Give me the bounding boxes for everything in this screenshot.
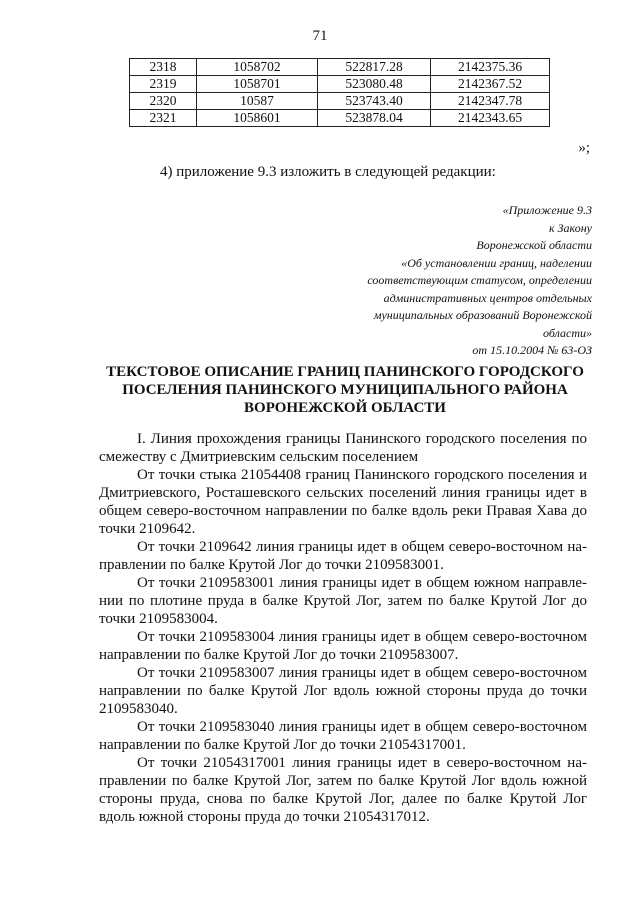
appendix-line: соответствующим статусом, определении: [367, 273, 592, 287]
table-row: [130, 59, 550, 76]
paragraph-line: От точки 2109583007 линия границы идет в общем северо-восточном: [137, 665, 587, 681]
page-number: 71: [312, 28, 328, 44]
point-id-cell: 1058702: [197, 59, 318, 76]
point-id-cell: 1058601: [197, 110, 318, 127]
table-row: [130, 76, 550, 93]
x-coordinate-cell: 523080.48: [318, 76, 431, 93]
table-row: [130, 93, 550, 110]
y-coordinate-cell: 2142375.36: [431, 59, 550, 76]
point-id-cell: 1058701: [197, 76, 318, 93]
paragraph-line: направлении по балке Крутой Лог вдоль южной стороны пруда до точки: [99, 683, 587, 699]
paragraph-line: правлении по балке Крутой Лог, затем по балке Крутой Лог вдоль южной: [99, 773, 587, 789]
paragraph-line: точки 2109642.: [99, 521, 196, 537]
appendix-line: муниципальных образований Воронежской: [373, 308, 592, 322]
point-number-cell: 2320: [130, 93, 197, 110]
paragraph-line: 2109583040.: [99, 701, 178, 717]
paragraph-line: вдоль южной стороны пруда до точки 21054317012.: [99, 809, 430, 825]
x-coordinate-cell: 523743.40: [318, 93, 431, 110]
paragraph-line: стороны пруда, снова по балке Крутой Лог, далее по балке Крутой Лог: [99, 791, 587, 807]
coordinates-table-body: [130, 59, 550, 127]
document-heading: [80, 363, 610, 417]
paragraph: [99, 664, 587, 718]
paragraph: [99, 628, 587, 664]
paragraph-line: От точки 2109583001 линия границы идет в общем южном направле-: [137, 575, 587, 591]
x-coordinate-cell: 522817.28: [318, 59, 431, 76]
appendix-line: административных центров отдельных: [383, 290, 592, 305]
x-coordinate-cell: 523878.04: [318, 110, 431, 127]
paragraph: [99, 430, 587, 466]
y-coordinate-cell: 2142367.52: [431, 76, 550, 93]
appendix-line: к Закону: [549, 220, 592, 235]
paragraph-line: I. Линия прохождения границы Панинского городского поселения по: [137, 431, 587, 447]
paragraph: [99, 538, 587, 574]
heading-line: ВОРОНЕЖСКОЙ ОБЛАСТИ: [244, 400, 446, 416]
paragraph-line: правлении по балке Крутой Лог до точки 2109583001.: [99, 557, 444, 573]
point-number-cell: 2321: [130, 110, 197, 127]
appendix-line: от 15.10.2004 № 63-ОЗ: [472, 343, 592, 357]
heading-line: ПОСЕЛЕНИЯ ПАНИНСКОГО МУНИЦИПАЛЬНОГО РАЙОНА: [122, 382, 568, 398]
appendix-line: Воронежской области: [476, 238, 592, 252]
paragraph-line: направлении по балке Крутой Лог до точки 2109583007.: [99, 647, 459, 663]
paragraph: [99, 754, 587, 826]
amendment-item-4: 4) приложение 9.3 изложить в следующей редакции:: [160, 164, 496, 180]
paragraph-line: смежеству с Дмитриевским сельским поселением: [99, 449, 419, 465]
coordinates-table: [129, 58, 550, 127]
paragraph-line: От точки 2109642 линия границы идет в общем северо-восточном на-: [137, 539, 587, 555]
point-number-cell: 2319: [130, 76, 197, 93]
paragraph-line: Дмитриевского, Росташевского сельских поселений линия границы идет в: [99, 485, 587, 501]
y-coordinate-cell: 2142343.65: [431, 110, 550, 127]
paragraph-line: От точки 21054317001 линия границы идет в северо-восточном на-: [137, 755, 587, 771]
point-number-cell: 2318: [130, 59, 197, 76]
paragraph-line: точки 2109583004.: [99, 611, 218, 627]
boundary-description: [99, 430, 587, 826]
paragraph-line: общем северо-восточном направлении по балке вдоль реки Правая Хава до: [99, 503, 587, 519]
paragraph-line: направлении по балке Крутой Лог до точки 21054317001.: [99, 737, 466, 753]
heading-line: ТЕКСТОВОЕ ОПИСАНИЕ ГРАНИЦ ПАНИНСКОГО ГОРОДСКОГО: [106, 364, 584, 380]
appendix-line: области»: [543, 325, 592, 340]
paragraph-line: нии по плотине пруда в балке Крутой Лог, затем по балке Крутой Лог до: [99, 593, 587, 609]
paragraph-line: От точки 2109583040 линия границы идет в общем северо-восточном: [137, 719, 587, 735]
paragraph: [99, 718, 587, 754]
paragraph: [99, 574, 587, 628]
y-coordinate-cell: 2142347.78: [431, 93, 550, 110]
point-id-cell: 10587: [197, 93, 318, 110]
appendix-line: «Об установлении границ, наделении: [401, 255, 592, 270]
paragraph-line: От точки стыка 21054408 границ Панинского городского поселения и: [137, 467, 587, 483]
paragraph: [99, 466, 587, 538]
table-row: [130, 110, 550, 127]
appendix-line: «Приложение 9.3: [502, 203, 592, 217]
appendix-header: [367, 202, 592, 360]
paragraph-line: От точки 2109583004 линия границы идет в общем северо-восточном: [137, 629, 587, 645]
table-closing-quote: »;: [578, 140, 590, 156]
